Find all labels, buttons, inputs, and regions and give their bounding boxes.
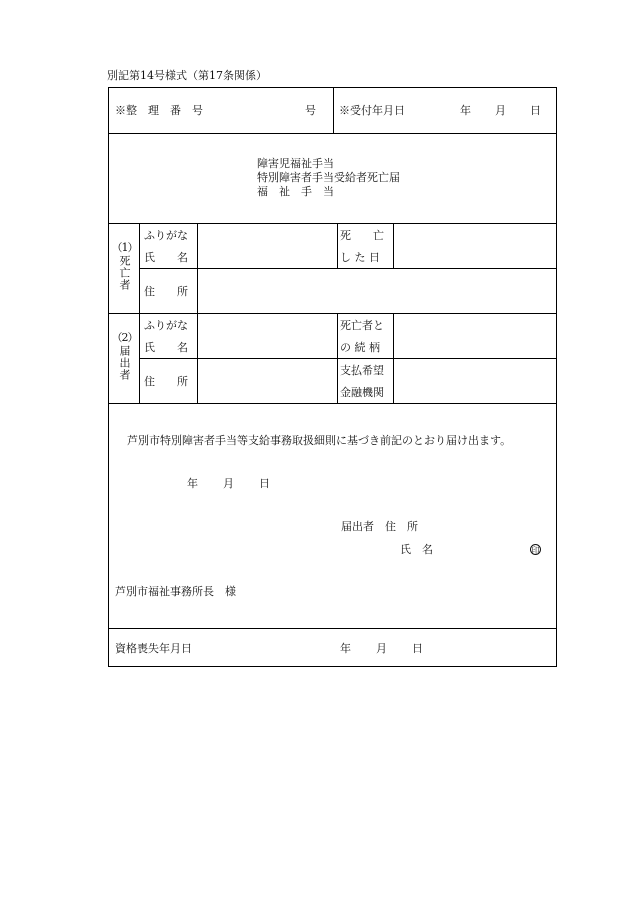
declaration-hi: 日 [259, 477, 270, 490]
notifier-furigana-label: ふりがな [144, 319, 188, 332]
notifier-name-field[interactable] [199, 316, 335, 356]
rule-deceased-split-b [393, 223, 394, 268]
seiri-suffix: 号 [305, 104, 316, 117]
seal-mark: 印 [531, 546, 540, 555]
rule-deceased-end [109, 313, 556, 314]
declaration-nen: 年 [187, 477, 198, 490]
uketsuke-tsuki: 月 [495, 104, 506, 117]
notifier-name-caption: 氏 名 [400, 543, 433, 556]
bank-field[interactable] [395, 361, 553, 401]
rule-field-label [197, 223, 198, 403]
title-line-1: 障害児福祉手当 [257, 157, 334, 170]
deceased-address-label: 住 所 [144, 285, 188, 298]
deceased-furigana-label: ふりがな [144, 229, 188, 242]
declaration-tsuki: 月 [223, 477, 234, 490]
deceased-number: （1） [111, 241, 138, 254]
notifier-number: （2） [111, 331, 138, 344]
rule-footer [109, 628, 556, 629]
uketsuke-hi: 日 [530, 104, 541, 117]
form-table [108, 87, 557, 667]
relation-label-2: の 続 柄 [340, 341, 380, 354]
rule-section-label [139, 223, 140, 403]
bank-label-2: 金融機関 [340, 386, 384, 399]
deceased-name-label: 氏 名 [144, 251, 188, 264]
uketsuke-label: ※受付年月日 [339, 104, 405, 117]
loss-date-tsuki: 月 [376, 642, 387, 655]
notifier-address-caption: 届出者 住 所 [341, 520, 418, 533]
deceased-address-field[interactable] [199, 271, 553, 311]
title-line-3: 福 祉 手 当 [257, 185, 334, 198]
deceased-name-field[interactable] [199, 226, 335, 266]
notifier-address-field[interactable] [199, 361, 335, 401]
notifier-label: 届出者 [118, 345, 131, 381]
notifier-name-label: 氏 名 [144, 341, 188, 354]
rule-notifier-mid [139, 358, 556, 359]
rule-deceased-split-a [337, 223, 338, 268]
deceased-label: 死亡者 [118, 255, 131, 291]
relation-label-1: 死亡者と [340, 319, 384, 332]
loss-date-hi: 日 [412, 642, 423, 655]
declaration-statement: 芦別市特別障害者手当等支給事務取扱細則に基づき前記のとおり届け出ます。 [127, 434, 512, 447]
death-date-field[interactable] [395, 226, 553, 266]
rule-deceased-mid [139, 268, 556, 269]
death-date-label-1: 死 亡 [340, 229, 384, 242]
loss-date-nen: 年 [340, 642, 351, 655]
rule-title [109, 223, 556, 224]
rule-notifier-split-a [337, 313, 338, 403]
rule-header-split [333, 88, 334, 133]
death-date-label-2: し た 日 [340, 251, 380, 264]
rule-notifier-end [109, 403, 556, 404]
addressee: 芦別市福祉事務所長 様 [115, 585, 236, 598]
form-id: 別記第14号様式（第17条関係） [107, 69, 267, 82]
rule-notifier-split-b [393, 313, 394, 403]
rule-header [109, 133, 556, 134]
uketsuke-nen: 年 [460, 104, 471, 117]
loss-date-label: 資格喪失年月日 [115, 642, 192, 655]
title-line-2: 特別障害者手当受給者死亡届 [257, 171, 400, 184]
seiri-label: ※整 理 番 号 [115, 104, 203, 117]
bank-label-1: 支払希望 [340, 364, 384, 377]
relation-field[interactable] [395, 316, 553, 356]
notifier-address-label: 住 所 [144, 375, 188, 388]
